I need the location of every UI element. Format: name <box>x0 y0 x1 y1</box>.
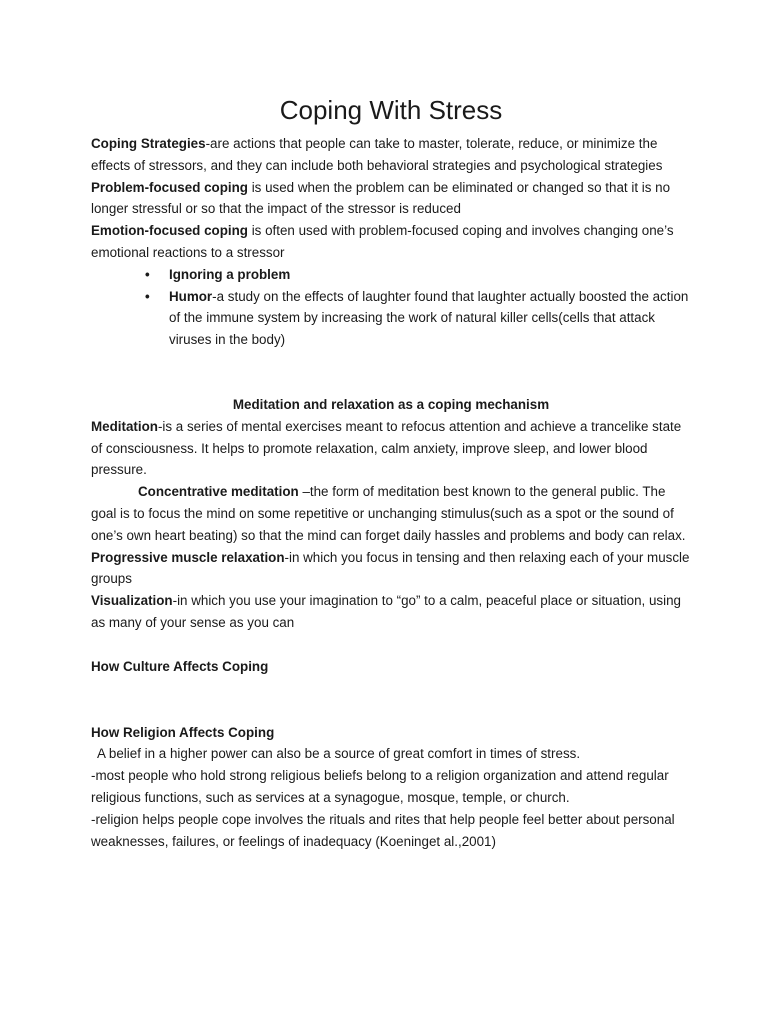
definition-meditation: -is a series of mental exercises meant to refocus attention and achieve a trancelike state of consciousness. It helps to promote relaxation, calm anxiety, improve sleep, and lower blood pressure. <box>91 418 682 478</box>
paragraph-religion-belief: A belief in a higher power can also be a source of great comfort in times of stress. <box>97 746 581 762</box>
paragraph-indent <box>91 484 138 499</box>
list-item <box>169 286 691 351</box>
definition-concentrative: –the form of meditation best known to the general public. The goal is to focus the mind on some repetitive or unchanging stimulus(such as a spot or the sound of one’s own heart beating) so that the mind can forget daily hassles and problems and body can relax. <box>91 484 686 543</box>
paragraph-problem-focused <box>91 177 691 221</box>
definition-progressive: -in which you focus in tensing and then relaxing each of your muscle groups <box>91 549 690 587</box>
paragraph-religion-rituals: -religion helps people cope involves the rituals and rites that help people feel better about personal weaknesses, failures, or feelings of inadequacy (Koeninget al.,2001) <box>91 811 675 849</box>
paragraph-emotion-focused <box>91 220 691 264</box>
term-emotion-focused: Emotion-focused coping <box>91 223 248 239</box>
page-title: Coping With Stress <box>279 95 503 125</box>
religion-heading: How Religion Affects Coping <box>91 724 275 740</box>
spacer <box>91 678 691 722</box>
paragraph-concentrative <box>91 481 691 546</box>
paragraph-visualization <box>91 590 691 634</box>
paragraph-progressive <box>91 547 691 591</box>
list-item <box>169 264 691 286</box>
document-body <box>91 92 691 852</box>
spacer <box>91 634 691 656</box>
meditation-heading: Meditation and relaxation as a coping mechanism <box>232 396 550 412</box>
definition-coping-strategies: -are actions that people can take to master, tolerate, reduce, or minimize the effects of stressors, and they can include both behavioral strategies and psychological strategies <box>91 136 663 173</box>
term-meditation: Meditation <box>91 418 158 434</box>
term-ignoring-problem: Ignoring a problem <box>169 266 291 282</box>
definition-problem-focused: is used when the problem can be eliminated or changed so that it is no longer stressful or so that the impact of the stressor is reduced <box>91 179 671 217</box>
definition-emotion-focused: is often used with problem-focused coping and involves changing one’s emotional reactions to a stressor <box>91 223 674 260</box>
term-visualization: Visualization <box>91 593 173 609</box>
term-progressive: Progressive muscle relaxation <box>91 549 285 565</box>
term-problem-focused: Problem-focused coping <box>91 179 248 195</box>
term-humor: Humor <box>169 288 213 304</box>
term-coping-strategies: Coping Strategies <box>91 136 206 151</box>
culture-heading: How Culture Affects Coping <box>91 658 269 674</box>
emotion-coping-list <box>91 264 691 351</box>
paragraph-coping-strategies <box>91 133 691 177</box>
paragraph-religion-organization: -most people who hold strong religious beliefs belong to a religion organization and attend regular religious functions, such as services at a synagogue, mosque, temple, or church. <box>91 768 669 805</box>
definition-humor: -a study on the effects of laughter found that laughter actually boosted the action of the immune system by increasing the work of natural killer cells(cells that attack viruses in the body) <box>169 288 689 348</box>
spacer <box>91 351 691 394</box>
definition-visualization: -in which you use your imagination to “go” to a calm, peaceful place or situation, using as many of your sense as you can <box>91 593 681 630</box>
paragraph-meditation <box>91 416 691 481</box>
term-concentrative: Concentrative meditation <box>138 484 299 500</box>
